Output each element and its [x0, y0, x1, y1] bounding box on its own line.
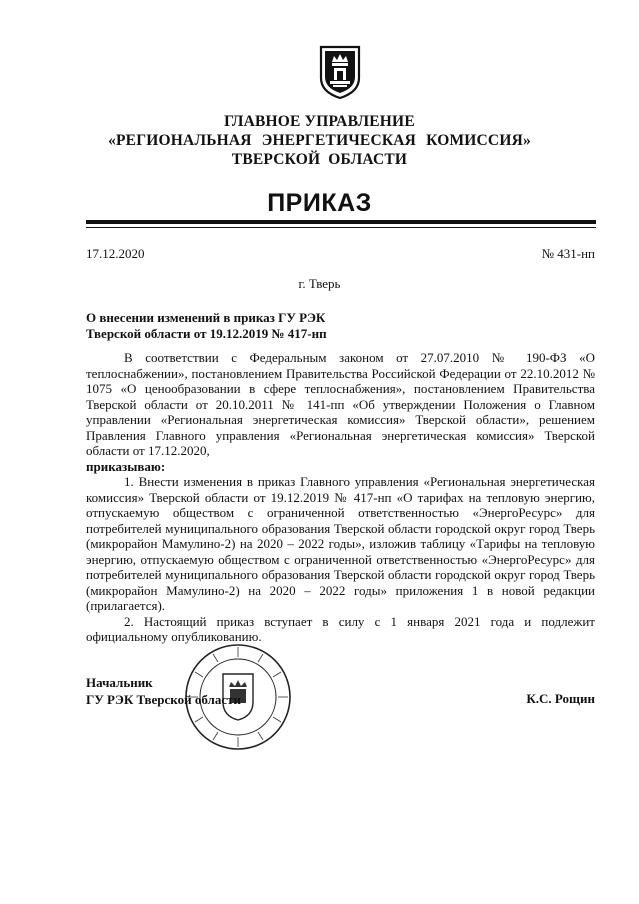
order-item-1: 1. Внести изменения в приказ Главного управления «Региональная энергетическая комиссия» Тверской области от 19.12.2019 № 417-нп «О тарифах на тепловую энергию, отпускаемую обществом с ограниченной ответственностью «ЭнергоРесурс» для потребителей муниципального образования Тверской области городской округ город Тверь (микрорайон Мамулино-2) на 2020 – 2022 годы», изложив таблицу «Тарифы на тепловую энергию, отпускаемую обществом с ограниченной ответственностью «ЭнергоРесурс» для потребителей муниципального образования Тверской области городской округ город Тверь (микрорайон Мамулино-2) на 2020 – 2022 годы» приложения 1 в новой редакции (прилагается). — [86, 474, 595, 613]
header-divider-thick — [86, 220, 596, 224]
org-name-line1: ГЛАВНОЕ УПРАВЛЕНИЕ — [224, 113, 415, 130]
signature-title-line2: ГУ РЭК Тверской области — [86, 692, 241, 707]
coat-of-arms-icon — [318, 44, 362, 100]
document-title: ПРИКАЗ — [267, 189, 372, 217]
document-number: № 431-нп — [541, 246, 595, 261]
signature-title-line1: Начальник — [86, 675, 153, 690]
document-subject: О внесении изменений в приказ ГУ РЭК Тверской области от 19.12.2019 № 417-нп — [86, 310, 327, 341]
document-city: г. Тверь — [298, 276, 341, 291]
org-name-line2: «РЕГИОНАЛЬНАЯ ЭНЕРГЕТИЧЕСКАЯ КОМИССИЯ» — [108, 132, 531, 149]
document-body — [86, 350, 595, 645]
signature-title — [86, 674, 241, 708]
order-word: приказываю: — [86, 458, 166, 474]
org-name-line3: ТВЕРСКОЙ ОБЛАСТИ — [231, 151, 408, 168]
order-item-2: 2. Настоящий приказ вступает в силу с 1 января 2021 года и подлежит официальному опубликованию. — [86, 613, 595, 644]
signatory-name: К.С. Рощин — [526, 691, 595, 706]
preamble-paragraph: В соответствии с Федеральным законом от 27.07.2010 № 190-ФЗ «О теплоснабжении», постановлением Правительства Российской Федерации от 22.10.2012 № 1075 «О ценообразовании в сфере теплоснабжения», постановлением Правительства Тверской области от 20.10.2011 № 141-пп «Об утверждении Положения о Главном управлении «Региональная энергетическая комиссия» Тверской области», решением Правления Главного управления «Региональная энергетическая комиссия» Тверской области от 17.12.2020, — [86, 350, 595, 458]
document-date: 17.12.2020 — [86, 246, 145, 261]
header-divider-thin — [86, 227, 596, 228]
